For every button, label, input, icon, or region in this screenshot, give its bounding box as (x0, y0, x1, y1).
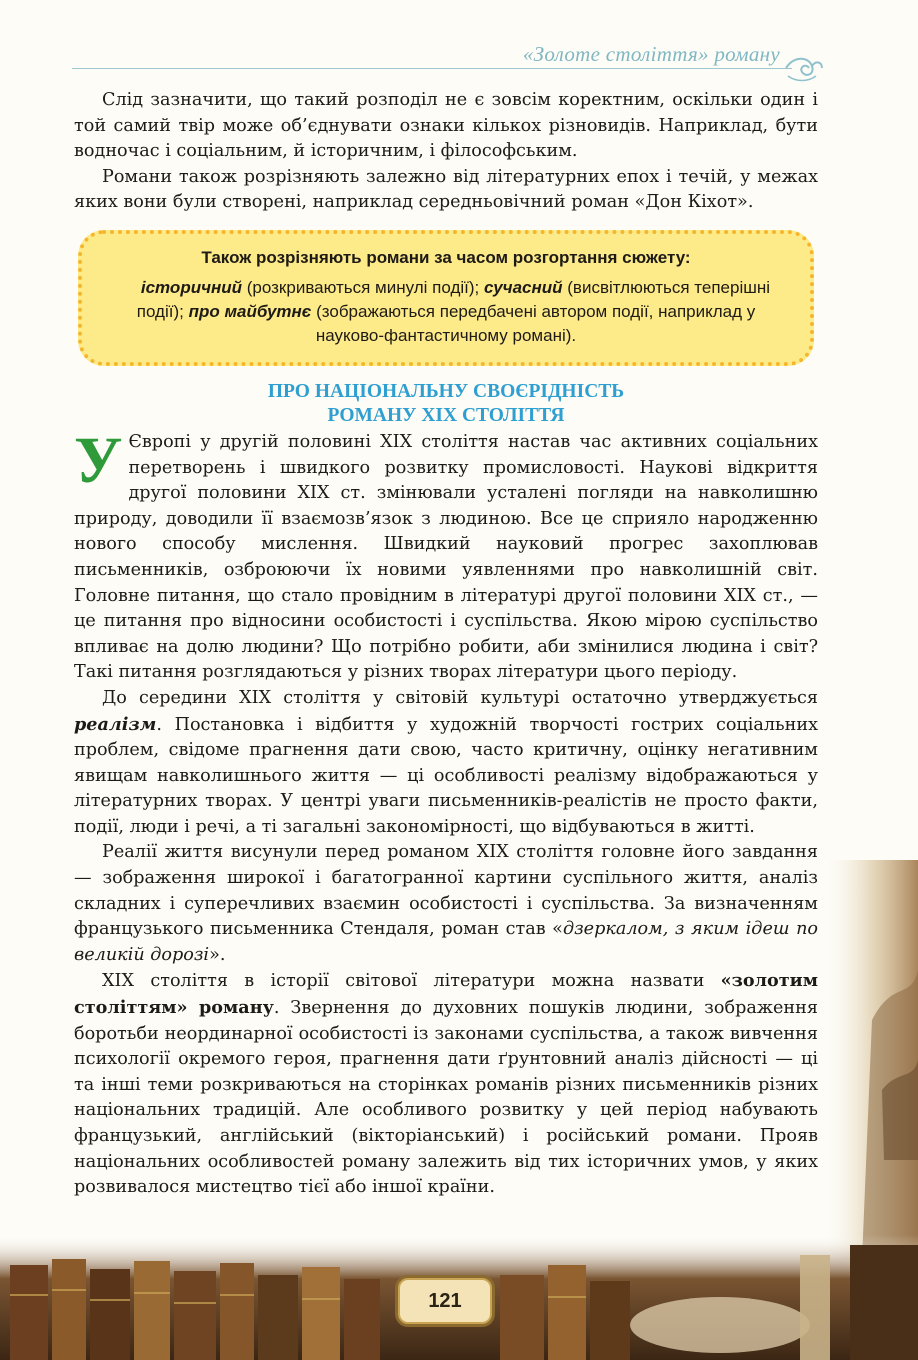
section-heading-line-1: ПРО НАЦІОНАЛЬНУ СВОЄРІДНІСТЬ (267, 380, 625, 402)
section-paragraph-2-text-b: . Постановка і відбиття у художній творчості гострих соціальних проблем, свідоме прагнення дати свою, часто критичну, оцінку негативним явищам навколишнього життя — ці особливості реалізму відображаються у літературних творах. У центрі уваги письменників-реалістів не просто факти, події, люди і речі, а ті загальні закономірності, що відбуваються в житті. (74, 714, 818, 837)
section-paragraph-1 (74, 423, 818, 686)
decorative-still-life-image (822, 860, 918, 1260)
page-number-badge (398, 1278, 492, 1324)
intro-paragraph-2: Романи також розрізняють залежно від літературних епох і течій, у межах яких вони були створені, наприклад середньовічний роман «Дон Кіхот». (74, 166, 818, 213)
callout-box (78, 230, 814, 366)
page-number: 121 (428, 1289, 462, 1312)
section-paragraph-1-text: Європі у другій половині ХІХ століття настав час активних соціальних перетворень і швидкого розвитку промисловості. Наукові відкриття другої половини ХІХ ст. змінювали усталені погляди на навколишню природу, доводили її взаємозв’язок з людиною. Все це сприяло народженню нового способу мислення. Швидкий науковий прогрес захоплював письменників, озброюючи їх новими уявленнями про навколишній світ. Головне питання, що стало провідним в літературі другої половини ХІХ ст., — це питання про відносини особистості і суспільства. Якою мірою суспільство впливає на долю людини? Що потрібно робити, аби змінилися людина і світ? Такі питання розглядаються у різних творах літератури цього періоду. (74, 431, 818, 683)
ornament-swirl-icon (782, 50, 826, 86)
callout-title: Також розрізняють романи за часом розгортання сюжету: (201, 247, 691, 267)
callout-body (104, 276, 788, 348)
header-rule (72, 68, 792, 69)
section-paragraph-2 (74, 686, 818, 841)
stendhal-quote: дзеркалом, з яким ідеш по великій дорозі (74, 919, 818, 965)
section-heading-line-2: РОМАНУ ХІХ СТОЛІТТЯ (327, 404, 565, 426)
callout-term-historical: історичний (140, 277, 243, 297)
section-paragraph-2-text-a: До середини ХІХ століття у світовій культурі остаточно утверджується (102, 687, 818, 708)
section-paragraph-3 (74, 840, 818, 968)
section-paragraph-3-text-a: Реалії життя висунули перед романом ХІХ століття головне його завдання — зображення широкої і багатогранної картини суспільного життя, аналіз складних і суперечливих взаємин особистості і суспільства. За визначенням французького письменника Стендаля, роман став « (74, 842, 818, 940)
section-paragraph-4-text-a: ХІХ століття в історії світової літератури можна назвати (102, 971, 721, 992)
callout-text-2: (висвітлюються теперішні події); (136, 277, 771, 321)
drop-cap: У (74, 423, 123, 497)
section-heading (74, 380, 818, 428)
golden-age-phrase: «золотим століттям» роману (74, 970, 818, 1019)
section-paragraph-4-text-b: . Звернення до духовних пошуків людини, зображення боротьби неординарної особистості із законами суспільства, а також вивчення психології окремого героя, прагнення дати ґрунтовний аналіз дійсності — ці та інші теми розкриваються на сторінках романів різних письменників різних національних традицій. Але особливого розвитку у цей період набувають французький, англійський (вікторіанський) і російський романи. Прояв національних особливостей роману залежить від тих історичних умов, у яких розвивалося мистецтво тієї або іншої країни. (74, 998, 818, 1198)
intro-paragraph-1: Слід зазначити, що такий розподіл не є зовсім коректним, оскільки один і той самий твір може об’єднувати ознаки кількох різновидів. Наприклад, бути водночас і соціальним, й історичним, і філософським. (74, 90, 818, 162)
page-content (74, 88, 818, 1201)
section-paragraph-3-text-b: ». (209, 944, 226, 965)
callout-text-1: (розкриваються минулі події); (242, 277, 484, 297)
callout-term-future: про майбутнє (188, 301, 312, 321)
term-realism: реалізм (74, 713, 157, 735)
running-title: «Золоте століття» роману (522, 42, 780, 66)
callout-text-3: (зображаються передбачені автором події, наприклад у науково-фантастичному романі). (311, 301, 756, 345)
callout-term-modern: сучасний (484, 277, 563, 297)
section-paragraph-4 (74, 968, 818, 1200)
